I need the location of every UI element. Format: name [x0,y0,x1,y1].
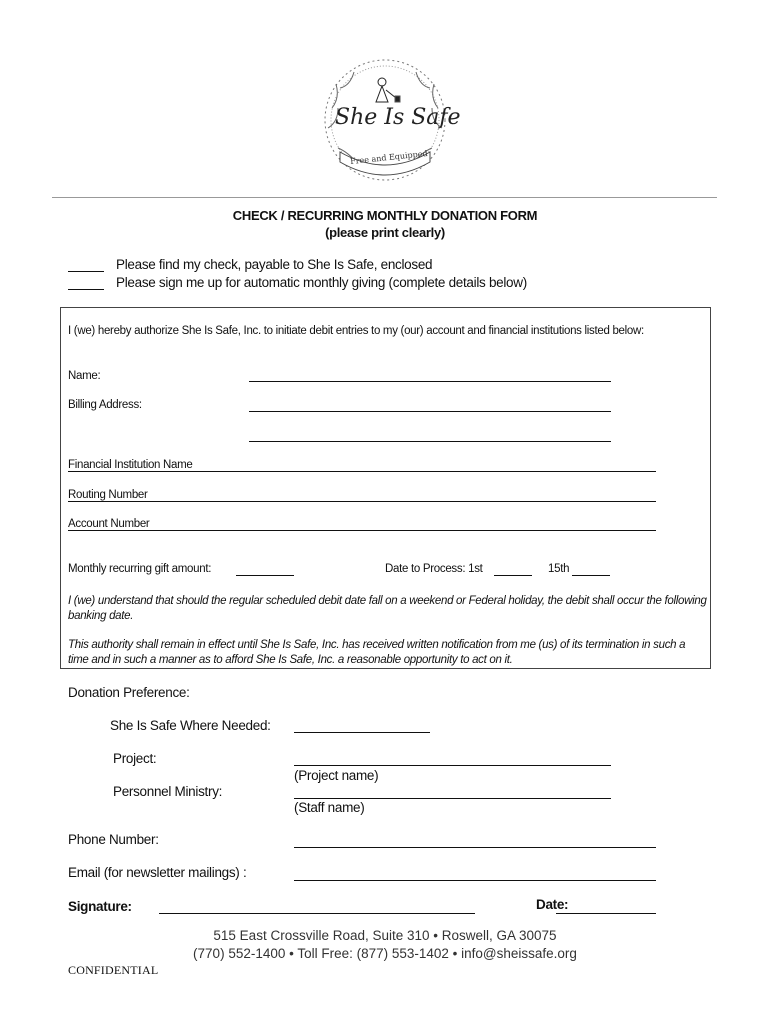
where-needed-field[interactable] [294,732,430,733]
account-number-field[interactable] [68,530,656,531]
footer-contact: (770) 552-1400 • Toll Free: (877) 553-1402 • info@sheissafe.org [193,946,577,961]
staff-field[interactable] [294,798,611,799]
authority-notice: This authority shall remain in effect until She Is Safe, Inc. has received written notification from me (us) of its termination in such a time and in such a manner as to afford She Is Safe, Inc. a reasonable opportunity to act on it. [68,639,686,666]
logo-name: She Is Safe [335,105,461,130]
project-label: Project: [113,751,157,766]
footer-address: 515 East Crossville Road, Suite 310 • Roswell, GA 30075 [213,928,557,943]
signature-label: Signature: [68,899,132,914]
process-date-15th-label: 15th [548,563,570,575]
personnel-ministry-label: Personnel Ministry: [113,784,223,799]
process-date-15th-blank[interactable] [572,575,610,576]
routing-number-field[interactable] [68,501,656,502]
project-field[interactable] [294,765,611,766]
billing-address-label: Billing Address: [68,399,142,411]
process-date-1st-blank[interactable] [494,575,532,576]
donation-preference-heading: Donation Preference: [68,685,190,700]
billing-address-field-1[interactable] [249,411,611,412]
financial-institution-label: Financial Institution Name [68,459,193,471]
routing-number-label: Routing Number [68,489,148,501]
header-divider [52,197,717,198]
form-title: CHECK / RECURRING MONTHLY DONATION FORM [232,208,538,223]
date-field[interactable] [556,913,656,914]
project-name-hint: (Project name) [294,768,379,783]
name-label: Name: [68,370,101,382]
signature-field[interactable] [159,913,475,914]
email-field[interactable] [294,880,656,881]
email-label: Email (for newsletter mailings) : [68,865,247,880]
gift-amount-label: Monthly recurring gift amount: [68,563,212,575]
monthly-option-blank[interactable] [68,289,104,290]
check-option-blank[interactable] [68,271,104,272]
gift-amount-field[interactable] [236,575,294,576]
billing-address-field-2[interactable] [249,441,611,442]
phone-field[interactable] [294,847,656,848]
account-number-label: Account Number [68,518,150,530]
financial-institution-field[interactable] [68,471,656,472]
holiday-notice: I (we) understand that should the regular scheduled debit date fall on a weekend or Federal holiday, the debit shall occur the following banking date. [68,595,707,622]
confidential-label: CONFIDENTIAL [68,963,159,977]
monthly-option-label: Please sign me up for automatic monthly giving (complete details below) [116,275,527,290]
authorization-intro: I (we) hereby authorize She Is Safe, Inc. to initiate debit entries to my (our) account and financial institutions listed below: [68,325,644,337]
process-date-1st-label: Date to Process: 1st [385,563,483,575]
name-field[interactable] [249,381,611,382]
form-subtitle: (please print clearly) [325,225,445,240]
where-needed-label: She Is Safe Where Needed: [110,718,271,733]
date-label: Date: [536,897,569,912]
check-option-label: Please find my check, payable to She Is Safe, enclosed [116,257,433,272]
phone-label: Phone Number: [68,832,159,847]
logo-tagline: Free and Equipped [349,148,429,167]
staff-name-hint: (Staff name) [294,800,365,815]
